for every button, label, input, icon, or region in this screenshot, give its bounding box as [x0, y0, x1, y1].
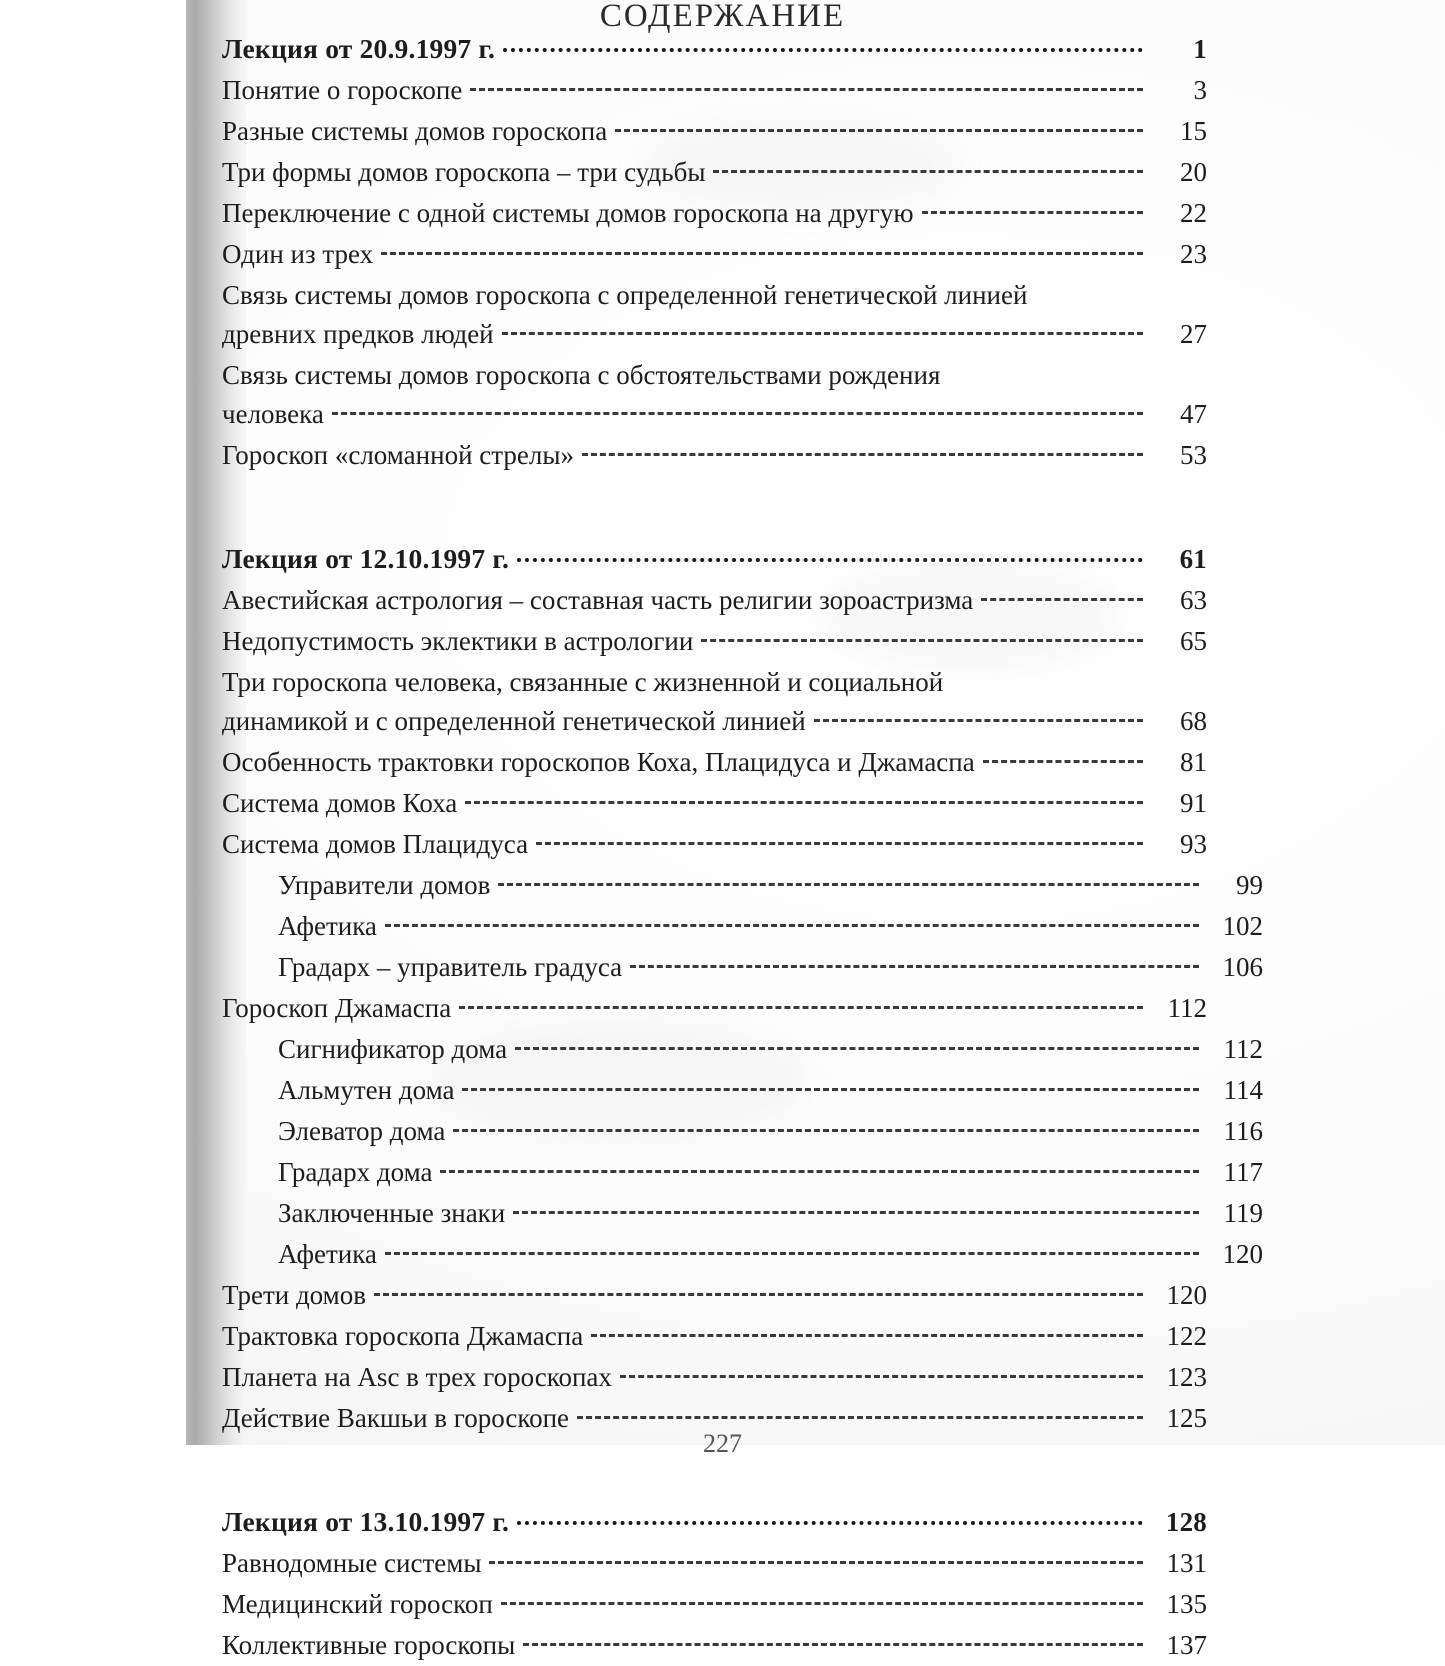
toc-page-number: 99 [1236, 870, 1263, 900]
toc-page-number: 120 [1222, 1239, 1263, 1269]
toc-entry-label: Гороскоп Джамаспа [222, 993, 452, 1023]
toc-entry[interactable] [222, 824, 1207, 865]
toc-entry-label: Трети домов [222, 1280, 367, 1310]
toc-leader-dots [459, 990, 1143, 1017]
toc-entry-label: Действие Вакшьи в гороскопе [222, 1403, 570, 1433]
toc-entry[interactable] [222, 193, 1207, 234]
toc-entry-label: динамикой и с определенной генетической линией [222, 706, 806, 736]
toc-page-number: 114 [1223, 1075, 1263, 1105]
toc-entry[interactable] [222, 947, 1263, 988]
toc-entry-label: Планета на Asc в трех гороскопах [222, 1362, 612, 1392]
toc-page-number: 22 [1180, 198, 1207, 228]
toc-leader-dots [453, 1113, 1199, 1140]
toc-page-number: 112 [1223, 1034, 1263, 1064]
toc-leader-dots [615, 113, 1143, 140]
toc-entry-label: Особенность трактовки гороскопов Коха, Плацидуса и Джамаспа [222, 747, 975, 777]
toc-entry[interactable] [222, 355, 1207, 396]
toc-entry-label: человека [222, 399, 324, 429]
toc-section-heading[interactable] [222, 538, 1207, 580]
toc-entry[interactable] [222, 70, 1207, 111]
toc-entry-label: Понятие о гороскопе [222, 75, 463, 105]
toc-entry[interactable] [222, 783, 1207, 824]
section-spacer [222, 476, 1207, 538]
toc-section-heading[interactable] [222, 28, 1207, 70]
toc-entry-label: Управители домов [278, 870, 491, 900]
toc-leader-dots [515, 1031, 1199, 1058]
toc-leader-dots [620, 1359, 1143, 1386]
toc-leader-dots [489, 1545, 1143, 1572]
toc-page-number: 20 [1180, 157, 1207, 187]
toc-leader-dots [536, 826, 1143, 853]
toc-page-number: 102 [1222, 911, 1263, 941]
toc-page-number: 106 [1222, 952, 1263, 982]
toc-leader-dots [385, 908, 1199, 935]
toc-leader-dots [1035, 277, 1143, 304]
toc-entry-label: Равнодомные системы [222, 1548, 482, 1578]
toc-entry-label: Градарх – управитель градуса [278, 952, 623, 982]
toc-leader-dots [465, 785, 1143, 812]
toc-entry-label: Сигнификатор дома [278, 1034, 508, 1064]
toc-entry[interactable] [222, 742, 1207, 783]
toc-leader-dots [517, 541, 1143, 569]
toc-entry[interactable] [222, 1316, 1207, 1357]
toc-entry[interactable] [222, 701, 1207, 742]
toc-leader-dots [981, 582, 1143, 609]
toc-leader-dots [385, 1236, 1199, 1263]
toc-entry-label: Лекция от 12.10.1997 г. [222, 543, 510, 574]
toc-entry[interactable] [222, 621, 1207, 662]
toc-entry-label: Авестийская астрология – составная часть религии зороастризма [222, 585, 974, 615]
toc-entry[interactable] [222, 111, 1207, 152]
toc-entry-label: Альмутен дома [278, 1075, 455, 1105]
toc-entry-label: Три гороскопа человека, связанные с жизненной и социальной [222, 667, 944, 697]
toc-page-number: 65 [1180, 626, 1207, 656]
toc-page-number: 1 [1193, 34, 1207, 64]
toc-entry[interactable] [222, 234, 1207, 275]
toc-entry[interactable] [222, 394, 1207, 435]
toc-page-number: 91 [1180, 788, 1207, 818]
toc-entry[interactable] [222, 1111, 1263, 1152]
toc-leader-dots [951, 664, 1143, 691]
toc-entry-label: Разные системы домов гороскопа [222, 116, 608, 146]
toc-leader-dots [582, 437, 1143, 464]
toc-page-number: 137 [1166, 1630, 1207, 1660]
toc-entry[interactable] [222, 865, 1263, 906]
toc-entry[interactable] [222, 1625, 1207, 1666]
toc-entry-label: Градарх дома [278, 1157, 433, 1187]
toc-leader-dots [948, 357, 1143, 384]
toc-page-number: 117 [1223, 1157, 1263, 1187]
folio-page-number: 227 [703, 1429, 742, 1458]
toc-leader-dots [374, 1277, 1143, 1304]
toc-entry-label: Трактовка гороскопа Джамаспа [222, 1321, 584, 1351]
toc-page-number: 23 [1180, 239, 1207, 269]
toc-leader-dots [517, 1504, 1143, 1532]
toc-entry-label: Лекция от 13.10.1997 г. [222, 1506, 510, 1537]
toc-entry[interactable] [222, 435, 1207, 476]
toc-leader-dots [440, 1154, 1199, 1181]
toc-leader-dots [470, 72, 1143, 99]
toc-entry[interactable] [222, 1234, 1263, 1275]
toc-entry-label: Лекция от 20.9.1997 г. [222, 33, 496, 64]
toc-page-number: 81 [1180, 747, 1207, 777]
toc-entry-label: Афетика [278, 911, 377, 941]
toc-leader-dots [503, 31, 1143, 59]
toc-entry[interactable] [222, 314, 1207, 355]
toc-entry[interactable] [222, 1357, 1207, 1398]
toc-entry[interactable] [222, 275, 1207, 316]
toc-page-number: 15 [1180, 116, 1207, 146]
toc-page-number: 123 [1166, 1362, 1207, 1392]
toc-leader-dots [462, 1072, 1199, 1099]
table-of-contents [222, 28, 1263, 1666]
toc-leader-dots [591, 1318, 1143, 1345]
toc-page-number: 47 [1180, 399, 1207, 429]
toc-page-number: 61 [1179, 544, 1207, 574]
toc-entry[interactable] [222, 1275, 1207, 1316]
toc-entry[interactable] [222, 580, 1207, 621]
toc-leader-dots [983, 744, 1143, 771]
toc-entry[interactable] [222, 152, 1207, 193]
toc-leader-dots [630, 949, 1199, 976]
toc-entry-label: Недопустимость эклектики в астрологии [222, 626, 694, 656]
toc-page-number: 122 [1166, 1321, 1207, 1351]
toc-entry[interactable] [222, 906, 1263, 947]
toc-entry[interactable] [222, 1152, 1263, 1193]
toc-leader-dots [502, 316, 1143, 343]
toc-entry[interactable] [222, 662, 1207, 703]
page-title: СОДЕРЖАНИЕ [599, 0, 846, 34]
toc-entry-label: Связь системы домов гороскопа с определенной генетической линией [222, 280, 1028, 310]
toc-entry-label: Афетика [278, 1239, 377, 1269]
toc-page-number: 125 [1166, 1403, 1207, 1433]
toc-entry[interactable] [222, 988, 1207, 1029]
toc-entry-label: Гороскоп «сломанной стрелы» [222, 440, 574, 470]
toc-page-number: 3 [1193, 75, 1207, 105]
toc-leader-dots [577, 1400, 1143, 1427]
toc-page-number: 53 [1180, 440, 1207, 470]
toc-leader-dots [713, 154, 1143, 181]
toc-page-number: 112 [1167, 993, 1207, 1023]
toc-page-number: 131 [1166, 1548, 1207, 1578]
toc-entry[interactable] [222, 1193, 1263, 1234]
toc-entry-label: Связь системы домов гороскопа с обстоятельствами рождения [222, 360, 941, 390]
toc-entry[interactable] [222, 1029, 1263, 1070]
toc-entry-label: Один из трех [222, 239, 374, 269]
toc-entry[interactable] [222, 1543, 1207, 1584]
toc-entry-label: Медицинский гороскоп [222, 1589, 493, 1619]
toc-entry-label: древних предков людей [222, 319, 494, 349]
toc-entry-label: Переключение с одной системы домов гороскопа на другую [222, 198, 914, 228]
toc-entry[interactable] [222, 1584, 1207, 1625]
toc-leader-dots [381, 236, 1143, 263]
toc-page-number: 135 [1166, 1589, 1207, 1619]
toc-leader-dots [701, 623, 1143, 650]
toc-page-number: 63 [1180, 585, 1207, 615]
toc-page-number: 93 [1180, 829, 1207, 859]
toc-leader-dots [501, 1586, 1143, 1613]
toc-page-number: 119 [1223, 1198, 1263, 1228]
toc-page-number: 120 [1166, 1280, 1207, 1310]
toc-page-number: 27 [1180, 319, 1207, 349]
toc-entry-label: Элеватор дома [278, 1116, 446, 1146]
toc-page-number: 68 [1180, 706, 1207, 736]
toc-leader-dots [523, 1627, 1143, 1654]
toc-section-heading[interactable] [222, 1501, 1207, 1543]
toc-page-number: 128 [1165, 1507, 1207, 1537]
toc-page-number: 116 [1223, 1116, 1263, 1146]
toc-leader-dots [332, 396, 1143, 423]
toc-leader-dots [922, 195, 1143, 222]
toc-entry-label: Коллективные гороскопы [222, 1630, 516, 1660]
toc-entry-label: Заключенные знаки [278, 1198, 506, 1228]
toc-entry-label: Система домов Плацидуса [222, 829, 529, 859]
toc-entry[interactable] [222, 1070, 1263, 1111]
toc-leader-dots [814, 703, 1143, 730]
toc-entry-label: Три формы домов гороскопа – три судьбы [222, 157, 706, 187]
toc-leader-dots [498, 867, 1199, 894]
toc-entry-label: Система домов Коха [222, 788, 458, 818]
toc-leader-dots [513, 1195, 1199, 1222]
